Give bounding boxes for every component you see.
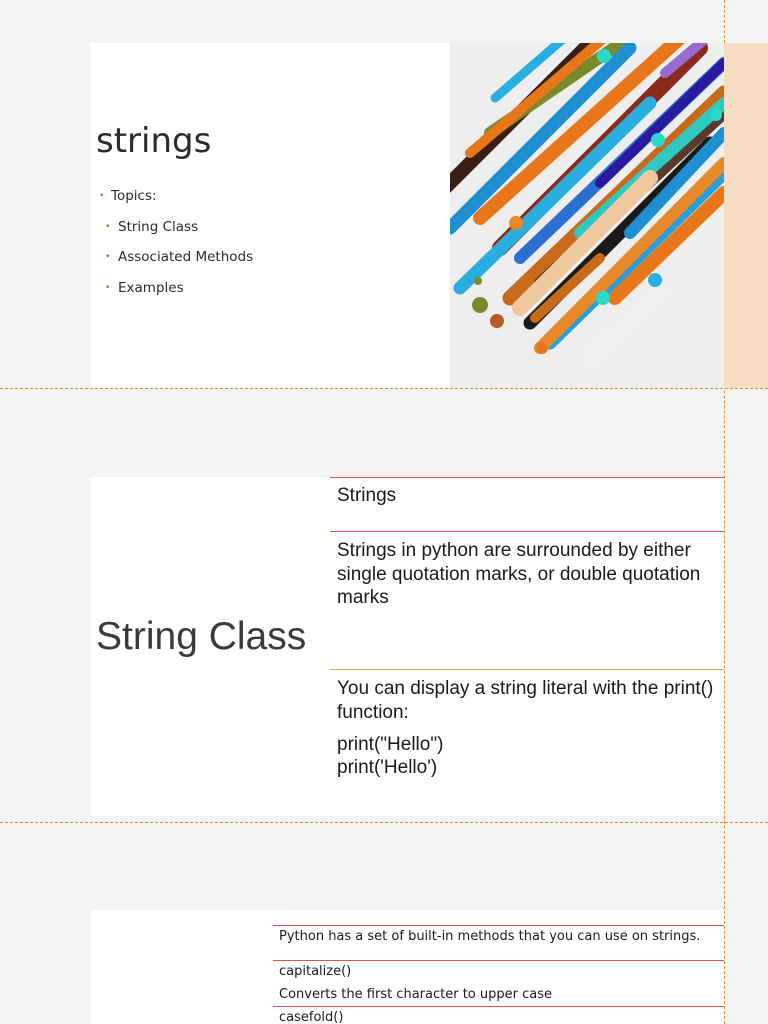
slide-string-class [91,477,724,816]
slide-separator [0,388,768,389]
methods-intro: Python has a set of built-in methods that you can use on strings. [279,929,701,944]
side-accent-panel [724,43,768,388]
rule-divider [273,960,724,961]
method-name: capitalize() [279,964,352,979]
method-name: casefold() [279,1010,344,1024]
rule-divider [273,1006,724,1007]
rule-divider [330,531,724,532]
bullet-string-class: • String Class [99,218,253,249]
print-description: You can display a string literal with the print() function: [337,678,714,723]
slide-title: String Class [96,615,307,658]
code-example-single: print('Hello') [337,757,438,778]
section-heading: Strings [337,485,397,506]
bullet-topics: • Topics: [99,187,253,218]
slide-title: strings [96,121,212,161]
slide-separator [0,822,768,823]
slide-string-methods [91,910,724,1024]
bullet-examples: • Examples [99,279,253,310]
strings-description: Strings in python are surrounded by either single quotation marks, or double quotation marks [337,540,701,608]
topics-list [99,187,253,309]
rule-top [330,477,724,478]
slide-strings-title [91,43,724,388]
bullet-associated-methods: • Associated Methods [99,248,253,279]
rule-divider [330,669,724,670]
rule-top [273,925,724,926]
method-description: Converts the first character to upper case [279,987,552,1002]
code-example-double: print("Hello") [337,734,444,755]
abstract-stripes-illustration [450,43,724,388]
